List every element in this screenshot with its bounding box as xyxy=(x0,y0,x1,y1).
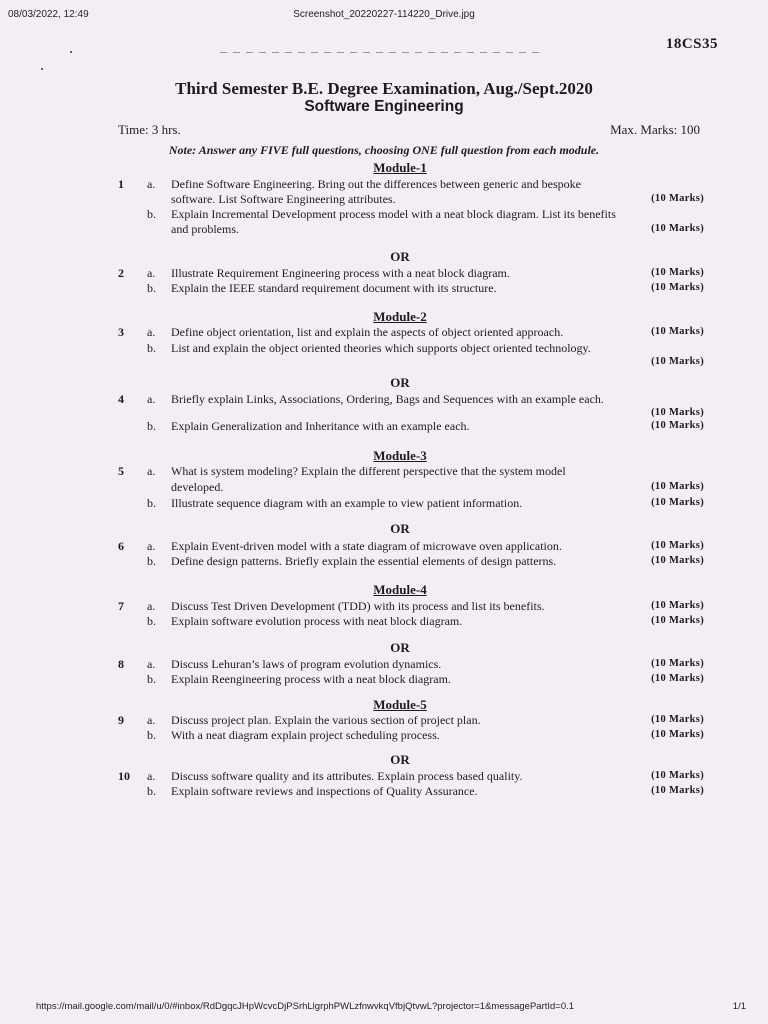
question-part: b. xyxy=(147,614,156,628)
question-marks: (10 Marks) xyxy=(651,497,704,508)
question-text-continued: software. List Software Engineering attributes. xyxy=(171,192,396,206)
question-number: 3 xyxy=(118,325,124,339)
question-number: 5 xyxy=(118,464,124,478)
question-part: b. xyxy=(147,281,156,295)
question-text: Explain software reviews and inspections of Quality Assurance. xyxy=(171,784,478,798)
subject-name: Software Engineering xyxy=(304,98,464,115)
question-marks: (10 Marks) xyxy=(651,356,704,367)
module-heading: Module-3 xyxy=(373,448,427,463)
question-text: Discuss software quality and its attributes. Explain process based quality. xyxy=(171,769,523,783)
question-text: Define design patterns. Briefly explain the essential elements of design patterns. xyxy=(171,554,557,568)
question-marks: (10 Marks) xyxy=(651,193,704,204)
or-separator: OR xyxy=(390,375,410,390)
or-separator: OR xyxy=(390,640,410,655)
question-part: b. xyxy=(147,419,156,433)
question-marks: (10 Marks) xyxy=(651,223,704,234)
or-separator: OR xyxy=(390,521,410,536)
module-heading: Module-1 xyxy=(373,160,427,175)
question-text-continued: developed. xyxy=(171,480,224,494)
question-number: 7 xyxy=(118,599,124,613)
question-marks: (10 Marks) xyxy=(651,282,704,293)
question-text: Explain Incremental Development process model with a neat block diagram. List its benefits xyxy=(171,207,616,221)
question-part: a. xyxy=(147,599,156,613)
question-text-continued: and problems. xyxy=(171,222,239,236)
question-marks: (10 Marks) xyxy=(651,407,704,418)
question-part: b. xyxy=(147,207,156,221)
question-marks: (10 Marks) xyxy=(651,785,704,796)
question-number: 2 xyxy=(118,266,124,280)
question-marks: (10 Marks) xyxy=(651,673,704,684)
question-part: b. xyxy=(147,728,156,742)
question-number: 6 xyxy=(118,539,124,553)
question-text: What is system modeling? Explain the different perspective that the system model xyxy=(171,464,566,478)
question-part: b. xyxy=(147,784,156,798)
subject-code: 18CS35 xyxy=(665,36,718,52)
question-part: a. xyxy=(147,713,156,727)
or-separator: OR xyxy=(390,752,410,767)
module-heading: Module-4 xyxy=(373,582,427,597)
question-number: 9 xyxy=(118,713,124,727)
question-text: Define object orientation, list and explain the aspects of object oriented approach. xyxy=(171,325,564,339)
question-marks: (10 Marks) xyxy=(651,540,704,551)
question-number: 10 xyxy=(118,769,130,783)
question-part: a. xyxy=(147,266,156,280)
question-part: a. xyxy=(147,177,156,191)
exam-note: Note: Answer any FIVE full questions, choosing ONE full question from each module. xyxy=(168,143,600,157)
question-marks: (10 Marks) xyxy=(651,420,704,431)
question-part: b. xyxy=(147,554,156,568)
question-marks: (10 Marks) xyxy=(651,615,704,626)
question-number: 8 xyxy=(118,657,124,671)
question-part: a. xyxy=(147,539,156,553)
question-marks: (10 Marks) xyxy=(651,658,704,669)
question-part: b. xyxy=(147,341,156,355)
question-marks: (10 Marks) xyxy=(651,555,704,566)
question-part: b. xyxy=(147,496,156,510)
question-text: List and explain the object oriented theories which supports object oriented technology. xyxy=(171,341,591,355)
print-filename: Screenshot_20220227-114220_Drive.jpg xyxy=(293,9,475,20)
question-part: a. xyxy=(147,769,156,783)
question-marks: (10 Marks) xyxy=(651,481,704,492)
question-marks: (10 Marks) xyxy=(651,729,704,740)
question-text: Explain Reengineering process with a neat block diagram. xyxy=(171,672,451,686)
question-text: With a neat diagram explain project scheduling process. xyxy=(171,728,440,742)
question-marks: (10 Marks) xyxy=(651,600,704,611)
footer-page: 1/1 xyxy=(732,1001,746,1012)
question-text: Explain software evolution process with neat block diagram. xyxy=(171,614,463,628)
question-marks: (10 Marks) xyxy=(651,770,704,781)
exam-title: Third Semester B.E. Degree Examination, Aug./Sept.2020 xyxy=(175,79,593,98)
question-marks: (10 Marks) xyxy=(651,714,704,725)
question-part: b. xyxy=(147,672,156,686)
print-datetime: 08/03/2022, 12:49 xyxy=(8,9,89,20)
question-text: Discuss project plan. Explain the various section of project plan. xyxy=(171,713,481,727)
question-number: 4 xyxy=(118,392,124,406)
question-text: Explain the IEEE standard requirement document with its structure. xyxy=(171,281,497,295)
or-separator: OR xyxy=(390,249,410,264)
question-text: Define Software Engineering. Bring out the differences between generic and bespoke xyxy=(171,177,581,191)
question-text: Explain Generalization and Inheritance with an example each. xyxy=(171,419,470,433)
question-marks: (10 Marks) xyxy=(651,267,704,278)
exam-duration: Time: 3 hrs. xyxy=(118,122,181,137)
question-marks: (10 Marks) xyxy=(651,326,704,337)
question-text: Illustrate Requirement Engineering process with a neat block diagram. xyxy=(171,266,510,280)
module-heading: Module-2 xyxy=(373,309,427,324)
question-text: Briefly explain Links, Associations, Ordering, Bags and Sequences with an example each. xyxy=(171,392,604,406)
question-text: Discuss Test Driven Development (TDD) with its process and list its benefits. xyxy=(171,599,545,613)
question-text: Illustrate sequence diagram with an example to view patient information. xyxy=(171,496,523,510)
footer-url: https://mail.google.com/mail/u/0/#inbox/RdDgqcJHpWcvcDjPSrhLlgrphPWLzfnwvkqVfbjQtvwL?projector=1&messagePartId=0.1 xyxy=(36,1001,575,1012)
question-part: a. xyxy=(147,325,156,339)
question-part: a. xyxy=(147,657,156,671)
question-number: 1 xyxy=(118,177,124,191)
question-part: a. xyxy=(147,464,156,478)
question-part: a. xyxy=(147,392,156,406)
max-marks: Max. Marks: 100 xyxy=(610,122,700,137)
question-text: Explain Event-driven model with a state diagram of microwave oven application. xyxy=(171,539,562,553)
question-text: Discuss Lehuran’s laws of program evolution dynamics. xyxy=(171,657,442,671)
module-heading: Module-5 xyxy=(373,697,427,712)
